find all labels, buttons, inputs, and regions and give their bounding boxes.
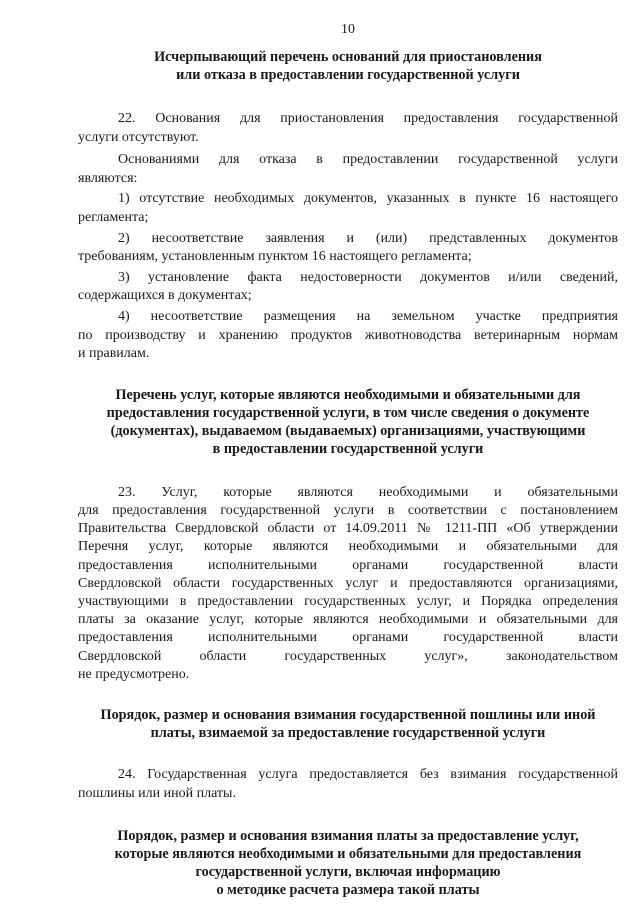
paragraph-item-2 bbox=[78, 230, 618, 267]
paragraph-line: для предоставления государственной услуги в соответствии с постановлением bbox=[78, 502, 618, 518]
paragraph-line: и правилам. bbox=[78, 346, 150, 362]
heading-line: Порядок, размер и основания взимания платы за предоставление услуг, bbox=[117, 828, 579, 845]
paragraph-line: регламента; bbox=[78, 209, 149, 225]
paragraph-line: платы за оказание услуг, которые являются необходимыми и обязательными для bbox=[78, 612, 618, 628]
paragraph-line: Свердловской области государственных услуг и предоставляются организациями, bbox=[78, 575, 618, 591]
paragraph-line: Перечня услуг, которые являются необходимыми и обязательными для bbox=[78, 539, 618, 555]
paragraph-24 bbox=[78, 766, 618, 803]
page-number: 10 bbox=[341, 22, 355, 37]
heading-line: Перечень услуг, которые являются необходимыми и обязательными для bbox=[115, 386, 581, 403]
heading-line: Порядок, размер и основания взимания государственной пошлины или иной bbox=[100, 706, 596, 723]
section-heading-required-services bbox=[78, 386, 618, 458]
paragraph-line: услуги отсутствуют. bbox=[78, 129, 199, 145]
heading-line: в предоставлении государственной услуги bbox=[212, 440, 484, 457]
heading-line: о методике расчета размера такой платы bbox=[216, 882, 480, 899]
paragraph-line: не предусмотрено. bbox=[78, 666, 190, 682]
paragraph-line: 22. Основания для приостановления предоставления государственной bbox=[118, 111, 618, 126]
paragraph-22 bbox=[78, 110, 618, 147]
section-heading-fee-method bbox=[78, 827, 618, 899]
paragraph-line: содержащихся в документах; bbox=[78, 288, 252, 304]
paragraph-line: 23. Услуг, которые являются необходимыми и обязательными bbox=[118, 484, 618, 500]
heading-line: Исчерпывающий перечень оснований для приостановления bbox=[154, 49, 542, 65]
paragraph-line: предоставления исполнительными органами государственной власти bbox=[78, 557, 618, 573]
paragraph-line: 24. Государственная услуга предоставляется без взимания государственной bbox=[118, 766, 618, 782]
paragraph-line: Свердловской области государственных услуг», законодательством bbox=[78, 648, 618, 664]
paragraph-line: 3) установление факта недостоверности документов и/или сведений, bbox=[118, 269, 618, 285]
heading-line: или отказа в предоставлении государственной услуги bbox=[176, 67, 520, 83]
section-heading-state-fee bbox=[78, 706, 618, 742]
paragraph-23 bbox=[78, 484, 618, 684]
paragraph-item-4 bbox=[78, 308, 618, 364]
paragraph-line: Основаниями для отказа в предоставлении государственной услуги bbox=[118, 152, 618, 168]
paragraph-line: пошлины или иной платы. bbox=[78, 785, 236, 801]
heading-line: государственной услуги, включая информацию bbox=[195, 864, 501, 881]
paragraph-line: 2) несоответствие заявления и (или) представленных документов bbox=[118, 230, 618, 246]
paragraph-line: 4) несоответствие размещения на земельном участке предприятия bbox=[118, 308, 618, 324]
paragraph-item-3 bbox=[78, 269, 618, 306]
heading-line: (документах), выдаваемом (выдаваемых) организациями, участвующими bbox=[110, 422, 586, 439]
heading-line: платы, взимаемой за предоставление государственной услуги bbox=[150, 724, 546, 741]
heading-line: предоставления государственной услуги, в том числе сведения о документе bbox=[106, 404, 590, 421]
paragraph-item-1 bbox=[78, 190, 618, 227]
paragraph-line: 1) отсутствие необходимых документов, указанных в пункте 16 настоящего bbox=[118, 191, 618, 207]
paragraph-line: Правительства Свердловской области от 14.09.2011 № 1211-ПП «Об утверждении bbox=[78, 521, 618, 537]
paragraph-line: требованиям, установленным пунктом 16 настоящего регламента; bbox=[78, 249, 472, 265]
paragraph-line: предоставления исполнительными органами государственной власти bbox=[78, 630, 618, 646]
paragraph-line: являются: bbox=[78, 170, 138, 186]
paragraph-line: по производству и хранению продуктов животноводства ветеринарным нормам bbox=[78, 327, 618, 343]
section-heading-refusal-grounds bbox=[78, 48, 618, 84]
paragraph-line: участвующими в предоставлении государственных услуг, и Порядка определения bbox=[78, 593, 618, 609]
heading-line: которые являются необходимыми и обязательными для предоставления bbox=[114, 846, 582, 863]
paragraph-refusal-intro bbox=[78, 151, 618, 188]
